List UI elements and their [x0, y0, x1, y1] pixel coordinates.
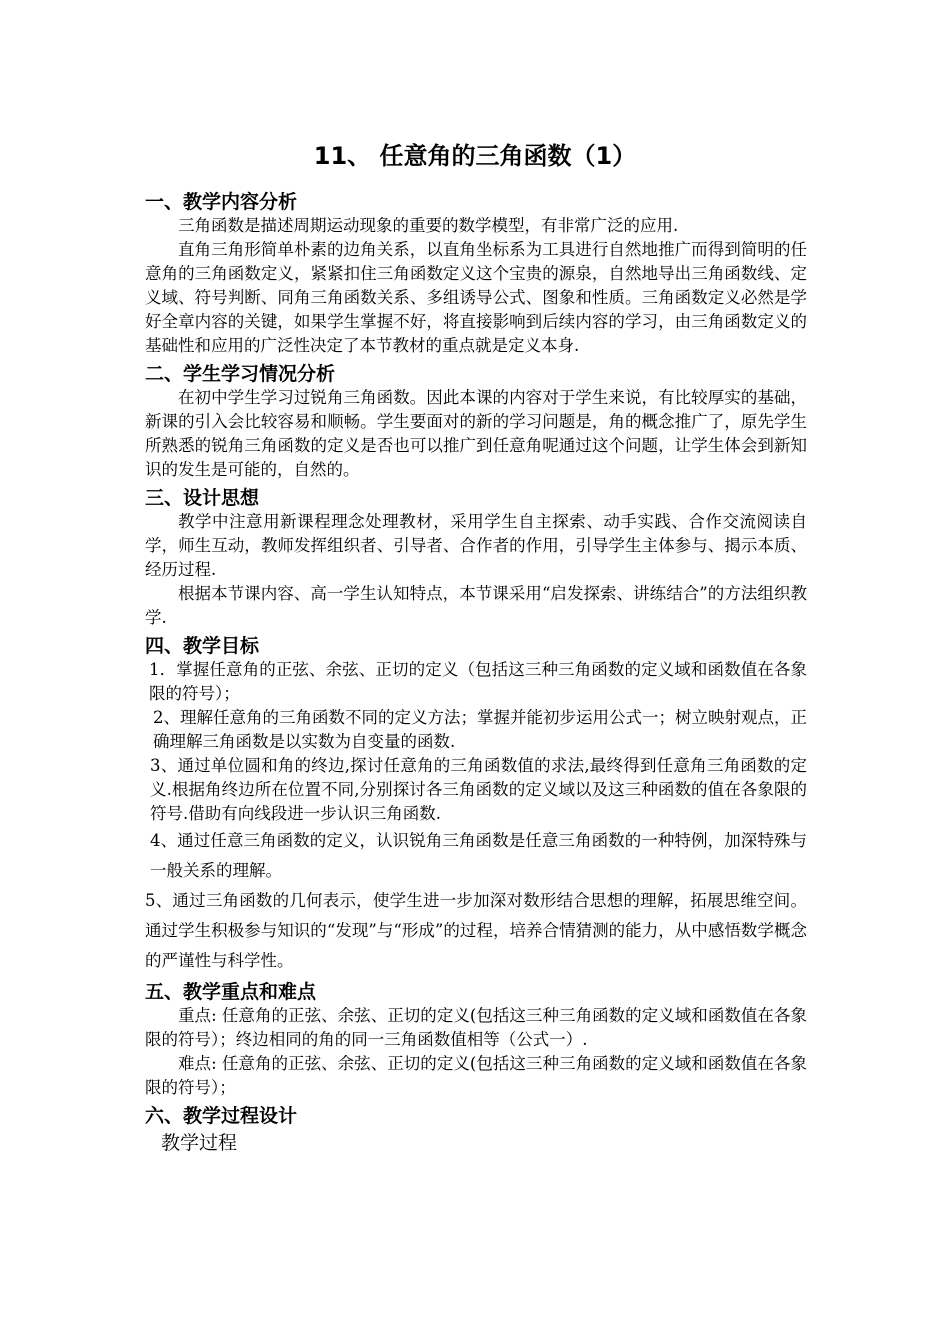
section-heading: 六、教学过程设计 [145, 1105, 298, 1127]
section-heading: 五、教学重点和难点 [145, 981, 317, 1003]
paragraph: 在初中学生学习过锐角三角函数。因此本课的内容对于学生来说，有比较厚实的基础，新课的引入会比较容易和顺畅。学生要面对的新的学习问题是，角的概念推广了，原先学生所熟悉的锐角三角函数的定义是否也可以推广到任意角呢通过这个问题，让学生体会到新知识的发生是可能的，自然的。 [145, 388, 807, 479]
document-title: 11、 任意角的三角函数（1） [313, 142, 637, 170]
subheading: 教学过程 [161, 1132, 238, 1154]
paragraph: 根据本节课内容、高一学生认知特点，本节课采用“启发探索、讲练结合”的方法组织教学. [145, 584, 807, 627]
paragraph: 教学中注意用新课程理念处理教材，采用学生自主探索、动手实践、合作交流阅读自学，师生互动，教师发挥组织者、引导者、合作者的作用，引导学生主体参与、揭示本质、经历过程. [145, 512, 807, 579]
paragraph: 直角三角形简单朴素的边角关系，以直角坐标系为工具进行自然地推广而得到简明的任意角的三角函数定义，紧紧扣住三角函数定义这个宝贵的源泉，自然地导出三角函数线、定义域、符号判断、同角三角函数关系、多组诱导公式、图象和性质。三角函数定义必然是学好全章内容的关键，如果学生掌握不好，将直接影响到后续内容的学习，由三角函数定义的基础性和应用的广泛性决定了本节教材的重点就是定义本身. [145, 240, 807, 355]
goal-item: 2、理解任意角的三角函数不同的定义方法；掌握并能初步运用公式一；树立映射观点，正确理解三角函数是以实数为自变量的函数. [153, 708, 807, 751]
section-heading: 二、学生学习情况分析 [145, 363, 336, 385]
document-body [145, 186, 807, 1156]
goal-item: 4、通过任意三角函数的定义，认识锐角三角函数是任意三角函数的一种特例，加深特殊与一般关系的理解。 [150, 831, 807, 880]
paragraph: 重点: 任意角的正弦、余弦、正切的定义(包括这三种三角函数的定义域和函数值在各象限的符号）；终边相同的角的同一三角函数值相等（公式一）. [145, 1006, 807, 1049]
paragraph: 难点: 任意角的正弦、余弦、正切的定义(包括这三种三角函数的定义域和函数值在各象限的符号）； [145, 1054, 807, 1097]
goal-item: 3、通过单位圆和角的终边,探讨任意角的三角函数值的求法,最终得到任意角三角函数的定义.根据角终边所在位置不同,分别探讨各三角函数的定义域以及这三种函数的值在各象限的符号.借助有向线段进一步认识三角函数. [150, 756, 807, 823]
section-heading: 一、教学内容分析 [145, 191, 298, 213]
section-heading: 四、教学目标 [145, 635, 260, 657]
goal-item: 5、通过三角函数的几何表示，使学生进一步加深对数形结合思想的理解，拓展思维空间。通过学生积极参与知识的“发现”与“形成”的过程，培养合情猜测的能力，从中感悟数学概念的严谨性与科学性。 [145, 891, 807, 970]
paragraph: 三角函数是描述周期运动现象的重要的数学模型，有非常广泛的应用. [178, 216, 679, 235]
section-heading: 三、设计思想 [145, 487, 260, 509]
goal-item: 1．掌握任意角的正弦、余弦、正切的定义（包括这三种三角函数的定义域和函数值在各象限的符号）； [149, 660, 807, 703]
